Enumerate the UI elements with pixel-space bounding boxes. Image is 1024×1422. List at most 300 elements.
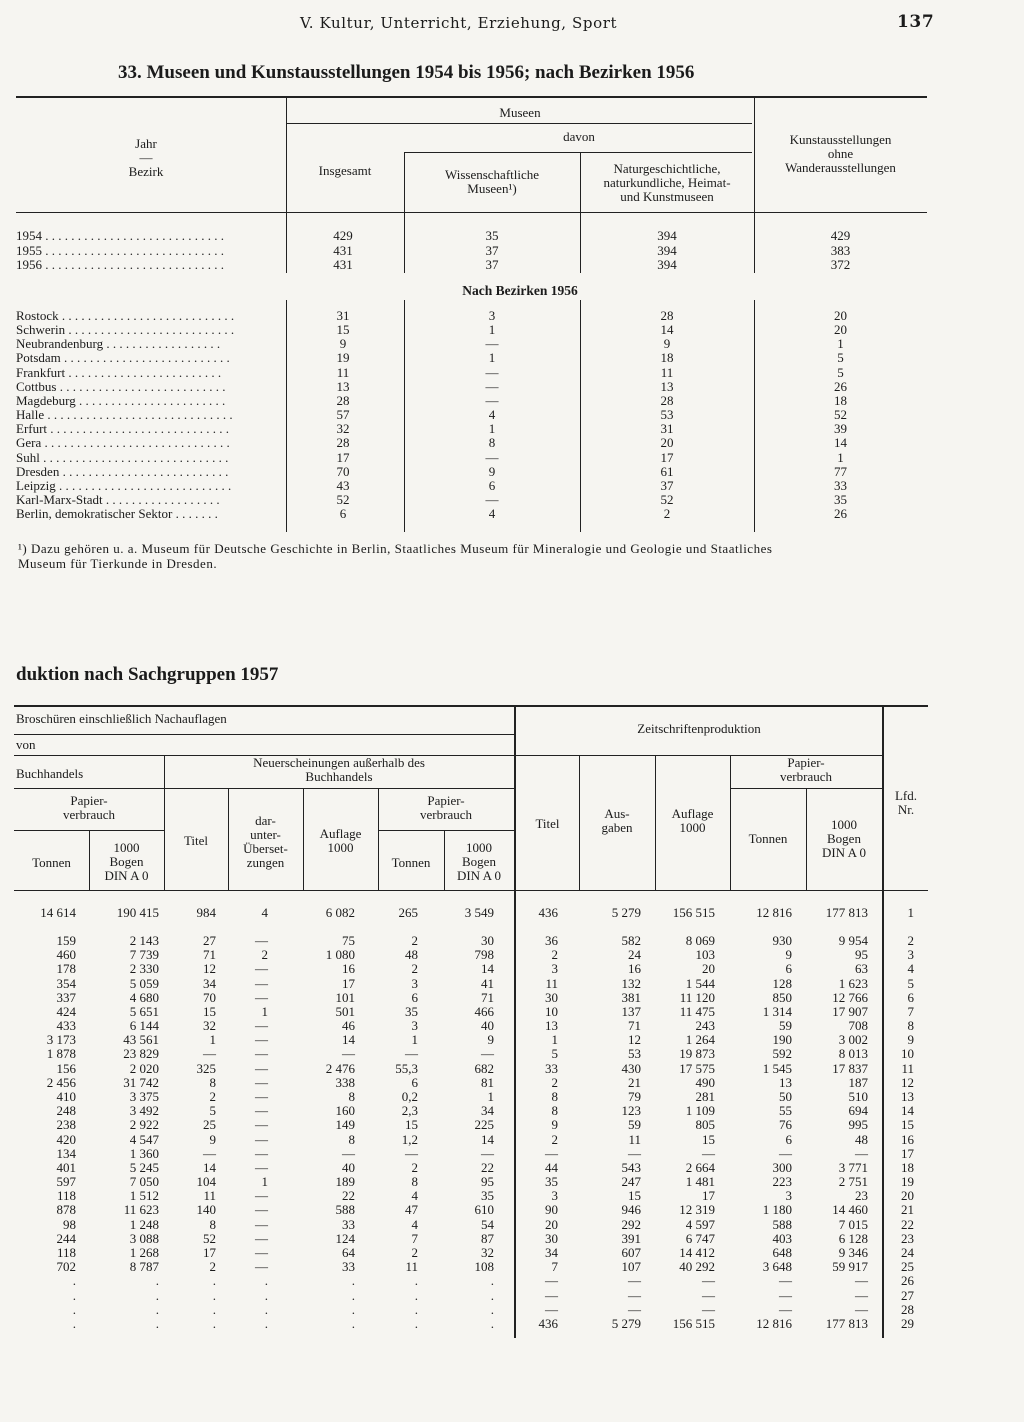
head-dash: —	[139, 150, 153, 165]
cell-col-9: 11 475	[679, 1003, 715, 1019]
table33-title: 33. Museen und Kunstausstellungen 1954 bis 1956; nach Bezirken 1956	[118, 62, 695, 83]
row-label: Schwerin . . . . . . . . . . . . . . . . . . . . . . . . . .	[16, 322, 235, 338]
cell-col-9: 2 664	[685, 1159, 715, 1175]
cell-wiss: 4	[488, 407, 496, 423]
cell-col-0: 248	[56, 1103, 76, 1119]
cell-col-0: 1 878	[46, 1046, 76, 1062]
cell-col-6: .	[490, 1301, 494, 1317]
cell-col-7: 3	[551, 1188, 558, 1204]
cell-col-0: 433	[56, 1018, 76, 1034]
cell-col-2: 325	[196, 1060, 216, 1076]
cell-col-12: 2	[907, 933, 914, 948]
row-label: Gera . . . . . . . . . . . . . . . . . . . . . . . . . . . . .	[16, 435, 230, 451]
cell-col-10: 648	[772, 1244, 792, 1260]
cell-col-9: 17 575	[679, 1060, 715, 1076]
cell-col-8: 247	[621, 1174, 641, 1190]
cell-col-3: .	[264, 1273, 268, 1289]
cell-col-0: 410	[56, 1088, 76, 1104]
cell-col-0: 424	[56, 1003, 76, 1019]
h34-bogen-z: Bogen	[827, 831, 861, 846]
cell-natur: 28	[660, 308, 674, 323]
cell-col-5: 8	[411, 1174, 418, 1190]
cell-col-4: 33	[342, 1216, 355, 1232]
cell-col-12: 16	[901, 1131, 914, 1147]
cell-col-5: 47	[405, 1202, 418, 1218]
cell-col-8: 582	[621, 933, 641, 948]
cell-col-2: 2	[209, 1259, 216, 1275]
cell-col-11: 14 460	[832, 1202, 868, 1218]
h34-papier-b-1: Papier-	[427, 793, 465, 808]
cell-col-0: .	[72, 1301, 76, 1317]
cell-natur: 37	[660, 477, 674, 493]
cell-col-11: 9 954	[838, 933, 868, 948]
footnote-line-2: Museum für Tierkunde in Dresden.	[18, 556, 218, 571]
cell-col-6: 9	[487, 1032, 494, 1048]
cell-natur: 394	[657, 228, 677, 243]
cell-col-5: .	[414, 1287, 418, 1303]
cell-col-7: 33	[545, 1060, 558, 1076]
cell-col-1: 2 143	[129, 933, 159, 948]
cell-col-10: 3 648	[762, 1259, 792, 1275]
cell-col-10: 128	[772, 975, 792, 991]
cell-col-11: —	[855, 1301, 868, 1317]
cell-col-4: 8	[348, 1088, 355, 1104]
cell-col-2: .	[212, 1287, 216, 1303]
cell-col-3: —	[255, 1188, 268, 1204]
cell-insgesamt: 57	[336, 407, 350, 423]
cell-col-4: 33	[342, 1259, 355, 1275]
cell-col-3: —	[255, 1259, 268, 1275]
cell-col-11: —	[855, 1145, 868, 1161]
cell-col-5: 55,3	[395, 1060, 418, 1076]
cell-col-11: 59 917	[832, 1259, 868, 1275]
cell-insgesamt: 11	[336, 364, 350, 380]
h34-neuersch-2: Buchhandels	[305, 769, 373, 784]
cell-col-10: 12 816	[756, 1315, 792, 1331]
cell-col-8: 123	[621, 1103, 641, 1119]
cell-col-12: 26	[901, 1273, 914, 1289]
cell-col-2: 17	[203, 1244, 216, 1260]
cell-col-7: 13	[545, 1018, 558, 1034]
cell-natur: 9	[663, 336, 671, 352]
cell-insgesamt: 6	[339, 506, 347, 522]
row-label: Potsdam . . . . . . . . . . . . . . . . . . . . . . . . . .	[16, 350, 230, 366]
cell-col-1: 7 739	[129, 947, 159, 963]
cell-col-9: 490	[695, 1074, 715, 1090]
cell-col-1: 3 088	[129, 1230, 159, 1246]
h34-papier-a-1: Papier-	[70, 793, 108, 808]
cell-insgesamt: 15	[336, 322, 350, 338]
cell-col-5: 35	[405, 1003, 418, 1019]
cell-col-5: 2	[411, 1244, 418, 1260]
h34-neuersch-1: Neuerscheinungen außerhalb des	[253, 755, 425, 770]
cell-col-7: 2	[551, 1131, 558, 1147]
cell-col-2: 14	[203, 1159, 216, 1175]
cell-insgesamt: 52	[336, 491, 350, 507]
cell-col-0: 3 173	[46, 1032, 76, 1048]
cell-col-11: 23	[855, 1188, 868, 1204]
cell-col-8: —	[628, 1287, 641, 1303]
cell-col-5: 4	[411, 1216, 418, 1232]
cell-col-7: 8	[551, 1088, 558, 1104]
cell-col-2: 25	[203, 1117, 216, 1133]
cell-col-10: 592	[772, 1046, 792, 1062]
h34-von: von	[16, 737, 36, 752]
cell-col-6: 798	[474, 947, 494, 963]
cell-col-4: —	[342, 1145, 355, 1161]
cell-col-2: —	[203, 1046, 216, 1062]
cell-col-10: 13	[779, 1074, 792, 1090]
cell-wiss: —	[485, 378, 499, 394]
cell-col-0: 14 614	[40, 905, 76, 920]
cell-col-9: 20	[702, 961, 715, 977]
cell-kunst: 77	[834, 463, 847, 479]
cell-kunst: 39	[834, 421, 847, 437]
row-label: Karl-Marx-Stadt . . . . . . . . . . . . . . . . . .	[16, 491, 220, 507]
h34-auflage-z: Auflage	[671, 806, 714, 821]
cell-col-3: —	[255, 1131, 268, 1147]
cell-col-8: 292	[621, 1216, 641, 1232]
cell-col-2: —	[203, 1145, 216, 1161]
page-number: 137	[897, 12, 935, 32]
cell-col-12: 28	[901, 1301, 914, 1317]
cell-col-11: 2 751	[838, 1174, 868, 1190]
cell-col-2: 8	[209, 1216, 216, 1232]
head-natur-2: naturkundliche, Heimat-	[603, 175, 731, 190]
cell-col-8: 132	[621, 975, 641, 991]
cell-col-7: 34	[545, 1244, 558, 1260]
cell-col-7: 8	[551, 1103, 558, 1119]
cell-col-0: 244	[56, 1230, 76, 1246]
cell-col-7: 44	[545, 1159, 558, 1175]
row-label: 1955 . . . . . . . . . . . . . . . . . . . . . . . . . . . .	[16, 242, 224, 258]
cell-col-4: .	[351, 1287, 355, 1303]
h34-1000-a: 1000	[113, 840, 140, 855]
cell-col-10: 300	[772, 1159, 792, 1175]
cell-col-4: 8	[348, 1131, 355, 1147]
chapter-title: V. Kultur, Unterricht, Erziehung, Sport	[300, 14, 618, 32]
cell-col-11: 3 771	[838, 1159, 868, 1175]
h34-ausgaben-2: gaben	[601, 820, 633, 835]
cell-col-1: 4 547	[129, 1131, 159, 1147]
cell-col-10: 6	[785, 961, 792, 977]
cell-col-10: 6	[785, 1131, 792, 1147]
cell-col-12: 14	[901, 1103, 914, 1119]
cell-col-4: 16	[342, 961, 355, 977]
cell-col-12: 15	[901, 1117, 914, 1133]
cell-col-10: 1 314	[762, 1003, 792, 1019]
cell-col-3: —	[255, 1074, 268, 1090]
cell-col-1: 31 742	[123, 1074, 159, 1090]
h34-papier-b-2: verbrauch	[420, 807, 472, 822]
h34-din-a: DIN A 0	[104, 868, 149, 883]
h34-bogen-a: Bogen	[109, 854, 144, 869]
cell-col-5: 265	[398, 905, 418, 920]
cell-col-5: .	[414, 1273, 418, 1289]
cell-col-3: 1	[261, 1174, 268, 1190]
h34-papier-a-2: verbrauch	[63, 807, 115, 822]
cell-col-11: —	[855, 1273, 868, 1289]
cell-col-10: —	[779, 1145, 792, 1161]
cell-col-11: 17 837	[832, 1060, 868, 1076]
cell-natur: 52	[660, 491, 674, 507]
cell-col-7: —	[545, 1273, 558, 1289]
cell-col-10: 12 816	[756, 905, 792, 920]
cell-col-1: .	[155, 1273, 159, 1289]
cell-col-1: 23 829	[123, 1046, 159, 1062]
cell-wiss: —	[485, 336, 499, 352]
cell-col-8: 12	[628, 1032, 641, 1048]
cell-col-1: .	[155, 1301, 159, 1317]
cell-col-0: 702	[56, 1259, 76, 1275]
cell-col-7: 3	[551, 961, 558, 977]
cell-col-4: 17	[342, 975, 355, 991]
h34-lfd-2: Nr.	[897, 802, 915, 817]
cell-col-0: 178	[56, 961, 76, 977]
cell-col-8: 391	[621, 1230, 641, 1246]
row-label: 1956 . . . . . . . . . . . . . . . . . . . . . . . . . . . .	[16, 257, 224, 272]
cell-col-6: 14	[481, 961, 494, 977]
cell-col-2: 5	[209, 1103, 216, 1119]
cell-col-3: —	[255, 1103, 268, 1119]
cell-col-12: 29	[901, 1315, 914, 1331]
cell-insgesamt: 9	[339, 336, 347, 352]
cell-col-4: 189	[335, 1174, 355, 1190]
cell-wiss: 9	[488, 463, 496, 479]
cell-kunst: 20	[834, 322, 847, 338]
h34-tonnen-a: Tonnen	[32, 855, 71, 870]
cell-insgesamt: 431	[333, 257, 353, 272]
cell-col-0: 118	[56, 1188, 76, 1204]
cell-col-11: 6 128	[838, 1230, 868, 1246]
cell-col-4: 149	[335, 1117, 355, 1133]
cell-natur: 394	[657, 242, 677, 258]
cell-col-7: 7	[551, 1259, 558, 1275]
h34-zeitschriften: Zeitschriftenproduktion	[637, 721, 761, 736]
cell-col-6: 40	[481, 1018, 494, 1034]
head-bezirk: Bezirk	[128, 164, 164, 179]
cell-col-11: 1 623	[838, 975, 868, 991]
cell-col-3: —	[255, 1088, 268, 1104]
cell-col-5: 11	[405, 1259, 418, 1275]
cell-col-8: —	[628, 1273, 641, 1289]
cell-col-3: .	[264, 1315, 268, 1331]
row-label: Suhl . . . . . . . . . . . . . . . . . . . . . . . . . . . . .	[16, 449, 229, 465]
cell-insgesamt: 13	[336, 378, 350, 394]
head-jahr: Jahr	[135, 136, 157, 151]
cell-kunst: 20	[834, 308, 847, 323]
cell-col-1: 1 512	[129, 1188, 159, 1204]
cell-col-9: 6 747	[685, 1230, 715, 1246]
cell-col-12: 18	[901, 1159, 914, 1175]
cell-col-10: 190	[772, 1032, 792, 1048]
cell-col-2: 2	[209, 1088, 216, 1104]
cell-col-12: 21	[901, 1202, 914, 1218]
cell-col-10: —	[779, 1273, 792, 1289]
cell-col-11: 995	[848, 1117, 868, 1133]
cell-insgesamt: 31	[336, 308, 350, 323]
cell-col-7: 5	[551, 1046, 558, 1062]
cell-col-6: 87	[481, 1230, 494, 1246]
cell-col-7: 11	[545, 975, 558, 991]
cell-col-9: 12 319	[679, 1202, 715, 1218]
cell-col-12: 23	[901, 1230, 914, 1246]
cell-col-3: 1	[261, 1003, 268, 1019]
cell-col-11: 12 766	[832, 989, 868, 1005]
cell-col-9: 281	[695, 1088, 715, 1104]
cell-col-10: 588	[772, 1216, 792, 1232]
cell-col-9: 805	[695, 1117, 715, 1133]
cell-col-8: 11	[628, 1131, 641, 1147]
cell-col-6: 34	[481, 1103, 494, 1119]
cell-col-6: .	[490, 1315, 494, 1331]
cell-col-12: 12	[901, 1074, 914, 1090]
cell-col-8: 21	[628, 1074, 641, 1090]
cell-kunst: 1	[837, 449, 844, 465]
h34-auflage-a: Auflage	[319, 826, 362, 841]
row-label: Dresden . . . . . . . . . . . . . . . . . . . . . . . . . .	[16, 463, 229, 479]
cell-natur: 14	[660, 322, 674, 338]
cell-col-6: .	[490, 1287, 494, 1303]
cell-col-3: —	[255, 975, 268, 991]
cell-kunst: 372	[830, 257, 851, 272]
cell-col-1: 3 492	[129, 1103, 159, 1119]
h34-dar-3: Überset-	[243, 841, 288, 856]
cell-col-4: 14	[342, 1032, 355, 1048]
cell-col-8: 79	[628, 1088, 641, 1104]
cell-col-12: 13	[901, 1088, 914, 1104]
cell-col-3: —	[255, 1244, 268, 1260]
head-insgesamt: Insgesamt	[318, 163, 372, 178]
cell-col-4: 46	[342, 1018, 355, 1034]
cell-col-2: 12	[203, 961, 216, 977]
cell-col-7: 1	[551, 1032, 558, 1048]
cell-col-4: 6 082	[325, 905, 355, 920]
h34-tonnen-b: Tonnen	[391, 855, 431, 870]
cell-natur: 61	[660, 463, 674, 479]
h34-papier-z-2: verbrauch	[780, 769, 832, 784]
cell-kunst: 26	[834, 378, 847, 394]
cell-insgesamt: 32	[336, 421, 350, 437]
cell-col-12: 6	[907, 989, 914, 1005]
cell-col-2: 32	[203, 1018, 216, 1034]
cell-col-6: —	[481, 1145, 494, 1161]
cell-col-12: 3	[907, 947, 914, 963]
cell-col-12: 4	[907, 961, 914, 977]
cell-col-0: .	[72, 1287, 76, 1303]
cell-col-8: 607	[621, 1244, 641, 1260]
row-label: Erfurt . . . . . . . . . . . . . . . . . . . . . . . . . . . .	[16, 421, 230, 437]
cell-kunst: 5	[837, 364, 844, 380]
cell-col-4: 40	[342, 1159, 355, 1175]
cell-col-7: —	[545, 1145, 558, 1161]
cell-col-1: 2 330	[129, 961, 159, 977]
cell-wiss: 37	[485, 242, 499, 258]
cell-col-8: 15	[628, 1188, 641, 1204]
cell-col-0: 118	[56, 1244, 76, 1260]
cell-col-8: —	[628, 1145, 641, 1161]
cell-col-7: —	[545, 1301, 558, 1317]
row-label: Frankfurt . . . . . . . . . . . . . . . . . . . . . . . .	[16, 364, 222, 380]
cell-col-5: .	[414, 1315, 418, 1331]
cell-col-3: —	[255, 1060, 268, 1076]
cell-wiss: 4	[488, 506, 496, 522]
cell-col-8: 430	[621, 1060, 641, 1076]
cell-insgesamt: 431	[333, 242, 353, 258]
cell-col-1: 5 245	[129, 1159, 159, 1175]
cell-col-2: 11	[203, 1188, 216, 1204]
cell-col-7: 436	[538, 1315, 558, 1331]
cell-col-11: 694	[848, 1103, 868, 1119]
cell-col-7: 436	[538, 905, 558, 920]
cell-col-4: 124	[335, 1230, 355, 1246]
head-kunst-2: ohne	[827, 146, 854, 161]
cell-col-4: 1 080	[325, 947, 355, 963]
cell-col-12: 7	[907, 1003, 914, 1019]
cell-col-3: —	[255, 1046, 268, 1062]
h34-auflage-z-1000: 1000	[679, 820, 706, 835]
cell-col-2: .	[212, 1301, 216, 1317]
cell-col-4: 101	[335, 989, 355, 1005]
cell-col-11: 177 813	[825, 905, 868, 920]
cell-col-11: 3 002	[838, 1032, 868, 1048]
cell-col-9: —	[702, 1273, 715, 1289]
cell-col-6: .	[490, 1273, 494, 1289]
cell-kunst: 18	[834, 392, 847, 408]
cell-natur: 28	[660, 392, 674, 408]
head-kunst-1: Kunstausstellungen	[789, 132, 892, 147]
cell-col-9: 8 069	[685, 933, 715, 948]
h34-auflage-a-1000: 1000	[327, 840, 354, 855]
cell-col-12: 20	[901, 1188, 914, 1204]
cell-col-10: 76	[779, 1117, 792, 1133]
head-davon: davon	[563, 129, 595, 144]
h34-1000-b: 1000	[466, 840, 492, 855]
cell-col-9: 243	[695, 1018, 715, 1034]
cell-col-11: —	[855, 1287, 868, 1303]
cell-col-6: 95	[481, 1174, 494, 1190]
cell-col-0: 878	[56, 1202, 76, 1218]
head-wiss-1: Wissenschaftliche	[444, 167, 540, 182]
cell-col-7: 30	[545, 1230, 558, 1246]
cell-col-1: 6 144	[129, 1018, 159, 1034]
cell-col-8: 5 279	[611, 905, 641, 920]
cell-natur: 2	[663, 506, 671, 522]
cell-col-5: 2	[411, 961, 418, 977]
cell-col-3: —	[255, 1230, 268, 1246]
head-kunst-3: Wanderausstellungen	[785, 160, 896, 175]
cell-insgesamt: 17	[336, 449, 350, 465]
row-label: Magdeburg . . . . . . . . . . . . . . . . . . . . . . .	[16, 392, 226, 408]
cell-natur: 11	[660, 364, 674, 380]
cell-col-9: 19 873	[679, 1046, 715, 1062]
cell-col-6: 54	[481, 1216, 494, 1232]
cell-insgesamt: 43	[336, 477, 350, 493]
cell-col-2: 140	[196, 1202, 216, 1218]
cell-col-11: 63	[855, 961, 868, 977]
cell-col-5: 48	[405, 947, 418, 963]
cell-col-1: .	[155, 1287, 159, 1303]
cell-insgesamt: 28	[336, 435, 350, 451]
cell-kunst: 35	[834, 491, 847, 507]
cell-col-8: —	[628, 1301, 641, 1317]
cell-col-9: 1 109	[685, 1103, 715, 1119]
cell-wiss: 1	[488, 322, 496, 338]
row-label: Leipzig . . . . . . . . . . . . . . . . . . . . . . . . . . .	[16, 477, 232, 493]
cell-col-1: 7 050	[129, 1174, 159, 1190]
cell-col-2: 8	[209, 1074, 216, 1090]
cell-kunst: 5	[837, 350, 844, 366]
